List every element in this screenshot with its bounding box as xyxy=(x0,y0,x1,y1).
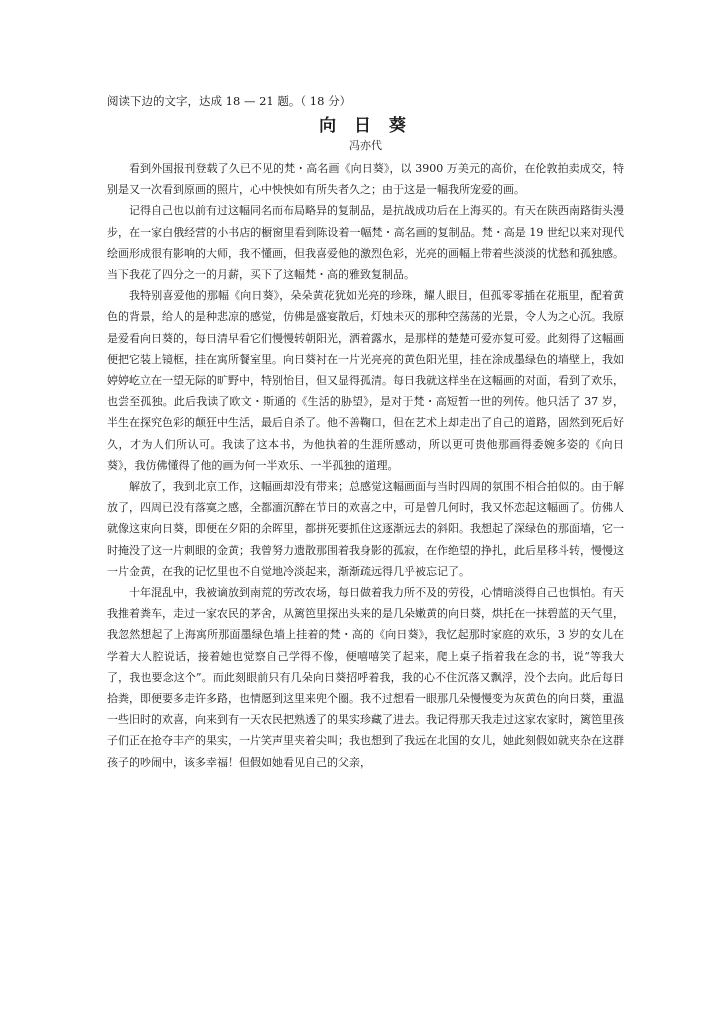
paragraph-1: 看到外国报刊登载了久已不见的梵・高名画《向日葵》，以 3900 万美元的高价，在伦敦拍卖成交，特别是又一次看到原画的照片，心中怏怏如有所失者久之；由于这是一幅我所宠爱的画。 xyxy=(107,162,624,197)
paragraph-3: 我特别喜爱他的那幅《向日葵》，朵朵黄花犹如光亮的珍珠，耀人眼目，但孤零零插在花瓶里，配着黄色的背景，给人的是种悲凉的感觉，仿佛是盛宴散后，灯烛未灭的那种空荡荡的光景，令人为之心沉。我原是爱看向日葵的，每日清早看它们慢慢转朝阳光，洒着露水，是那样的楚楚可爱亦复可爱。此刻得了这幅画便把它装上镜框，挂在寓所餐室里。向日葵衬在一片光亮亮的黄色阳光里，挂在涂成墨绿色的墙壁上，我如婷婷屹立在一望无际的旷野中，特别怡目，但又显得孤清。每日我就这样坐在这幅画的对面，看到了欢乐，也尝至孤独。此后我读了欧文・斯通的《生活的胁望》，是对于梵・高短暂一世的列传。他只活了 37 岁，半生在探究色彩的颠狂中生活，最后自杀了。他不善鞠口，但在艺术上却走出了自己的道路，固然到死后好久，才为人们所认可。我读了这本书，为他执着的生涯所感动，所以更可贵他那画得委婉多姿的《向日葵》，我仿佛懂得了他的画为何一半欢乐、一半孤独的道理。 xyxy=(107,289,624,472)
essay-body xyxy=(107,158,624,773)
paragraph-4: 解放了，我到北京工作，这幅画却没有带来；总感觉这幅画面与当时四周的氛围不相合拍似的。由于解放了，四周已没有落寞之感，全都湎沉醉在节日的欢喜之中，可是曾几何时，我又怀恋起这幅画了。仿佛人就像这束向日葵，即便在夕阳的余晖里，都拼死要抓住这逐渐远去的斜阳。我想起了深绿色的那面墙，它一时掩没了这一片刺眼的金黄；我曾努力遗散那围着我身影的孤寂，在作绝望的挣扎，此后星移斗转，慢慢这一片金黄，在我的记忆里也不自觉地冷淡起来，渐渐疏远得几乎被忘记了。 xyxy=(107,480,624,578)
question-instruction: 阅读下边的文字，达成 18 — 21 题。（ 18 分） xyxy=(107,94,352,108)
paragraph-2: 记得自己也以前有过这幅同名而布局略异的复制品，是抗战成功后在上海买的。有天在陕西南路街头漫步，在一家白俄经营的小书店的橱窗里看到陈设着一幅梵・高名画的复制品。梵・高是 19 世纪以来对现代绘画形成很有影响的大师，我不懂画，但我喜爱他的激烈色彩，光亮的画幅上带着些淡淡的忧愁和孤独感。当下我花了四分之一的月薪，买下了这幅梵・高的雅致复制品。 xyxy=(107,204,624,282)
essay-title: 向 日 葵 xyxy=(319,116,412,136)
paragraph-5: 十年混乱中，我被谪放到南荒的劳改农场，每日做着我力所不及的劳役，心情暗淡得自己也惧怕。有天我推着粪车，走过一家农民的茅舍，从篱笆里探出头来的是几朵嫩黄的向日葵，烘托在一抹碧蓝的天气里，我忽然想起了上海寓所那面墨绿色墙上挂着的梵・高的《向日葵》，我忆起那时家庭的欢乐，3 岁的女儿在学着大人腔说话，接着她也觉察自己学得不像，便嘻嘻笑了起来，爬上桌子指着我在念的书，说“等我大了，我也要念这个”。而此刻眼前只有几朵向日葵招呼着我，我的心不住沉落又飘浮，没个去向。此后每日拾粪，即便要多走许多路，也情愿到这里来兜个圈。我不过想看一眼那几朵慢慢变为灰黄色的向日葵，重温一些旧时的欢喜，向来到有一天农民把熟透了的果实珍藏了进去。我记得那天我走过这家农家时，篱笆里孩子们正在抢夺丰产的果实，一片笑声里夹着尖叫；我也想到了我远在北国的女儿，她此刻假如就夹杂在这群孩子的吵闹中，该多幸福！但假如她看见自己的父亲， xyxy=(107,586,624,769)
essay-author: 冯亦代 xyxy=(349,139,382,152)
